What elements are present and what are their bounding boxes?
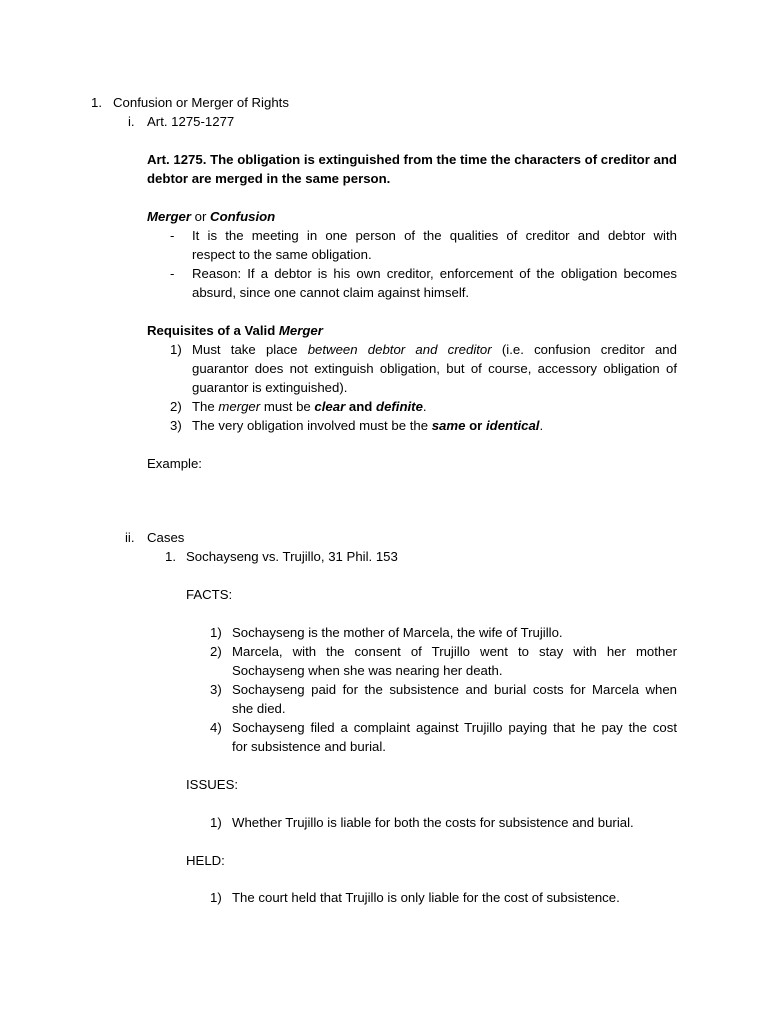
bullet-dash: - [170, 228, 175, 243]
requisite-text: or [465, 418, 486, 433]
requisite-line [192, 340, 677, 359]
requisite-text: must be [260, 399, 315, 414]
subitem-number: ii. [125, 530, 135, 545]
bullet-line: respect to the same obligation. [192, 247, 372, 262]
requisite-emphasis: definite [376, 399, 423, 414]
article-line: debtor are merged in the same person. [147, 171, 391, 186]
article-line: Art. 1275. The obligation is extinguished from the time the characters of creditor and [147, 152, 677, 167]
fact-line: Marcela, with the consent of Trujillo went to stay with her mother [232, 644, 677, 659]
list-number: 1) [210, 815, 222, 830]
facts-label: FACTS: [186, 587, 233, 602]
example-label: Example: [147, 456, 202, 471]
list-number: 2) [170, 399, 182, 414]
heading-connector: or [190, 209, 211, 224]
subitem-number: i. [128, 114, 135, 129]
bullet-dash: - [170, 266, 175, 281]
list-number: 3) [170, 418, 182, 433]
subsection-title: Cases [147, 530, 185, 545]
requisites-heading-text: Requisites of a Valid [147, 323, 279, 338]
merger-heading [147, 207, 275, 226]
requisite-emphasis: between debtor and creditor [307, 342, 492, 357]
held-line: The court held that Trujillo is only liable for the cost of subsistence. [232, 890, 620, 905]
section-title: Confusion or Merger of Rights [113, 95, 289, 110]
requisite-text: (i.e. confusion creditor and [491, 342, 677, 357]
requisites-heading [147, 321, 323, 340]
list-number: 1) [210, 890, 222, 905]
requisite-text: The very obligation involved must be the [192, 418, 432, 433]
requisite-emphasis: merger [218, 399, 261, 414]
merger-term: Merger [147, 209, 191, 224]
bullet-line: Reason: If a debtor is his own creditor, enforcement of the obligation becomes [192, 266, 677, 281]
case-title: Sochayseng vs. Trujillo, 31 Phil. 153 [186, 549, 398, 564]
fact-line: Sochayseng filed a complaint against Trujillo paying that he pay the cost [232, 720, 677, 735]
requisite-text: Must take place [192, 342, 308, 357]
subsection-title: Art. 1275-1277 [147, 114, 235, 129]
confusion-term: Confusion [210, 209, 276, 224]
requisite-line: guarantor is extinguished). [192, 380, 348, 395]
requisite-line: guarantor does not extinguish obligation, but of course, accessory obligation of [192, 361, 677, 376]
fact-line: Sochayseng when she was nearing her death. [232, 663, 503, 678]
bullet-line: It is the meeting in one person of the qualities of creditor and debtor with [192, 228, 677, 243]
requisite-text: . [422, 399, 427, 414]
bullet-line: absurd, since one cannot claim against himself. [192, 285, 470, 300]
held-label: HELD: [186, 853, 225, 868]
list-number: 3) [210, 682, 222, 697]
requisite-text: and [345, 399, 377, 414]
fact-line: for subsistence and burial. [232, 739, 386, 754]
requisite-line [192, 416, 543, 435]
list-number: 4) [210, 720, 222, 735]
requisite-emphasis: same [431, 418, 466, 433]
item-number: 1. [91, 95, 102, 110]
requisite-text: . [539, 418, 544, 433]
list-number: 1) [170, 342, 182, 357]
fact-line: she died. [232, 701, 286, 716]
case-number: 1. [165, 549, 176, 564]
list-number: 2) [210, 644, 222, 659]
requisite-emphasis: clear [314, 399, 346, 414]
issues-label: ISSUES: [186, 777, 239, 792]
list-number: 1) [210, 625, 222, 640]
requisite-line [192, 397, 427, 416]
issue-line: Whether Trujillo is liable for both the costs for subsistence and burial. [232, 815, 634, 830]
fact-line: Sochayseng paid for the subsistence and burial costs for Marcela when [232, 682, 677, 697]
requisite-text: The [192, 399, 219, 414]
requisite-emphasis: identical [485, 418, 540, 433]
fact-line: Sochayseng is the mother of Marcela, the wife of Trujillo. [232, 625, 563, 640]
requisites-heading-merger: Merger [278, 323, 323, 338]
